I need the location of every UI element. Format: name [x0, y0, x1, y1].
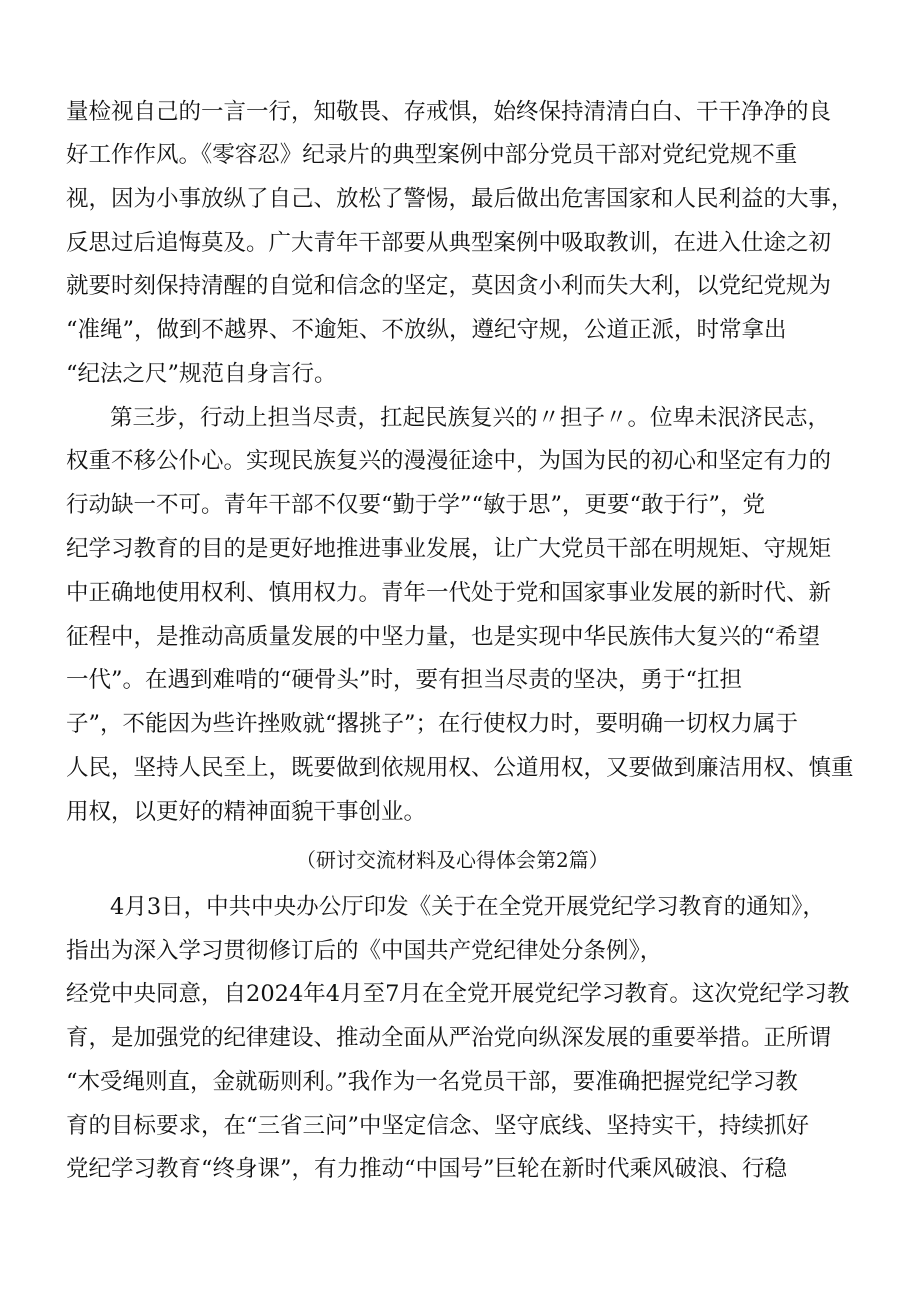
text-line: “木受绳则直，金就砺则利。”我作为一名党员干部，要准确把握党纪学习教 — [66, 1069, 798, 1095]
text-line: 好工作作风。《零容忍》纪录片的典型案例中部分党员干部对党纪党规不重 — [66, 142, 798, 168]
text-line: 育的目标要求，在“三省三问”中坚定信念、坚守底线、坚持实干，持续抓好 — [66, 1113, 810, 1139]
text-line: “纪法之尺”规范自身言行。 — [66, 361, 337, 387]
text-line: 子”，不能因为些许挫败就“撂挑子”；在行使权力时，要明确一切权力属于 — [66, 711, 799, 737]
text-line: 人民，坚持人民至上，既要做到依规用权、公道用权，又要做到廉洁用权、慎重 — [66, 755, 854, 781]
text-line: 征程中，是推动高质量发展的中坚力量，也是实现中华民族伟大复兴的“希望 — [66, 624, 821, 650]
text-line: 视，因为小事放纵了自己、放松了警惕，最后做出危害国家和人民利益的大事， — [66, 186, 854, 212]
text-line: 一代”。在遇到难啃的“硬骨头”时，要有担当尽责的坚决，勇于“扛担 — [66, 667, 743, 693]
text-line: “准绳”，做到不越界、不逾矩、不放纵，遵纪守规，公道正派，时常拿出 — [66, 317, 787, 343]
text-line: 4月3日，中共中央办公厅印发《关于在全党开展党纪学习教育的通知》， — [110, 894, 825, 920]
text-line: 权重不移公仆心。实现民族复兴的漫漫征途中，为国为民的初心和坚定有力的 — [66, 448, 832, 474]
text-line: 育，是加强党的纪律建设、推动全面从严治党向纵深发展的重要举措。正所谓 — [66, 1025, 832, 1051]
text-line: 用权，以更好的精神面貌干事创业。 — [66, 799, 427, 825]
text-line: 经党中央同意，自2024年4月至7月在全党开展党纪学习教育。这次党纪学习教 — [66, 981, 850, 1007]
text-line: 指出为深入学习贯彻修订后的《中国共产党纪律处分条例》， — [66, 938, 663, 964]
section-title: （研讨交流材料及心得体会第2篇） — [296, 848, 609, 872]
text-line: 量检视自己的一言一行，知敬畏、存戒惧，始终保持清清白白、干干净净的良 — [66, 99, 832, 125]
text-line: 中正确地使用权利、慎用权力。青年一代处于党和国家事业发展的新时代、新 — [66, 580, 832, 606]
text-line: 行动缺一不可。青年干部不仅要“勤于学”“敏于思”，更要“敢于行”，党 — [66, 492, 766, 518]
text-line: 就要时刻保持清醒的自觉和信念的坚定，莫因贪小利而失大利，以党纪党规为 — [66, 273, 832, 299]
text-line: 反思过后追悔莫及。广大青年干部要从典型案例中吸取教训，在进入仕途之初 — [66, 230, 832, 256]
text-line: 第三步，行动上担当尽责，扛起民族复兴的〃担子〃。位卑未泯济民志， — [110, 405, 831, 431]
text-line: 纪学习教育的目的是更好地推进事业发展，让广大党员干部在明规矩、守规矩 — [66, 536, 832, 562]
text-line: 党纪学习教育“终身课”，有力推动“中国号”巨轮在新时代乘风破浪、行稳 — [66, 1156, 788, 1182]
